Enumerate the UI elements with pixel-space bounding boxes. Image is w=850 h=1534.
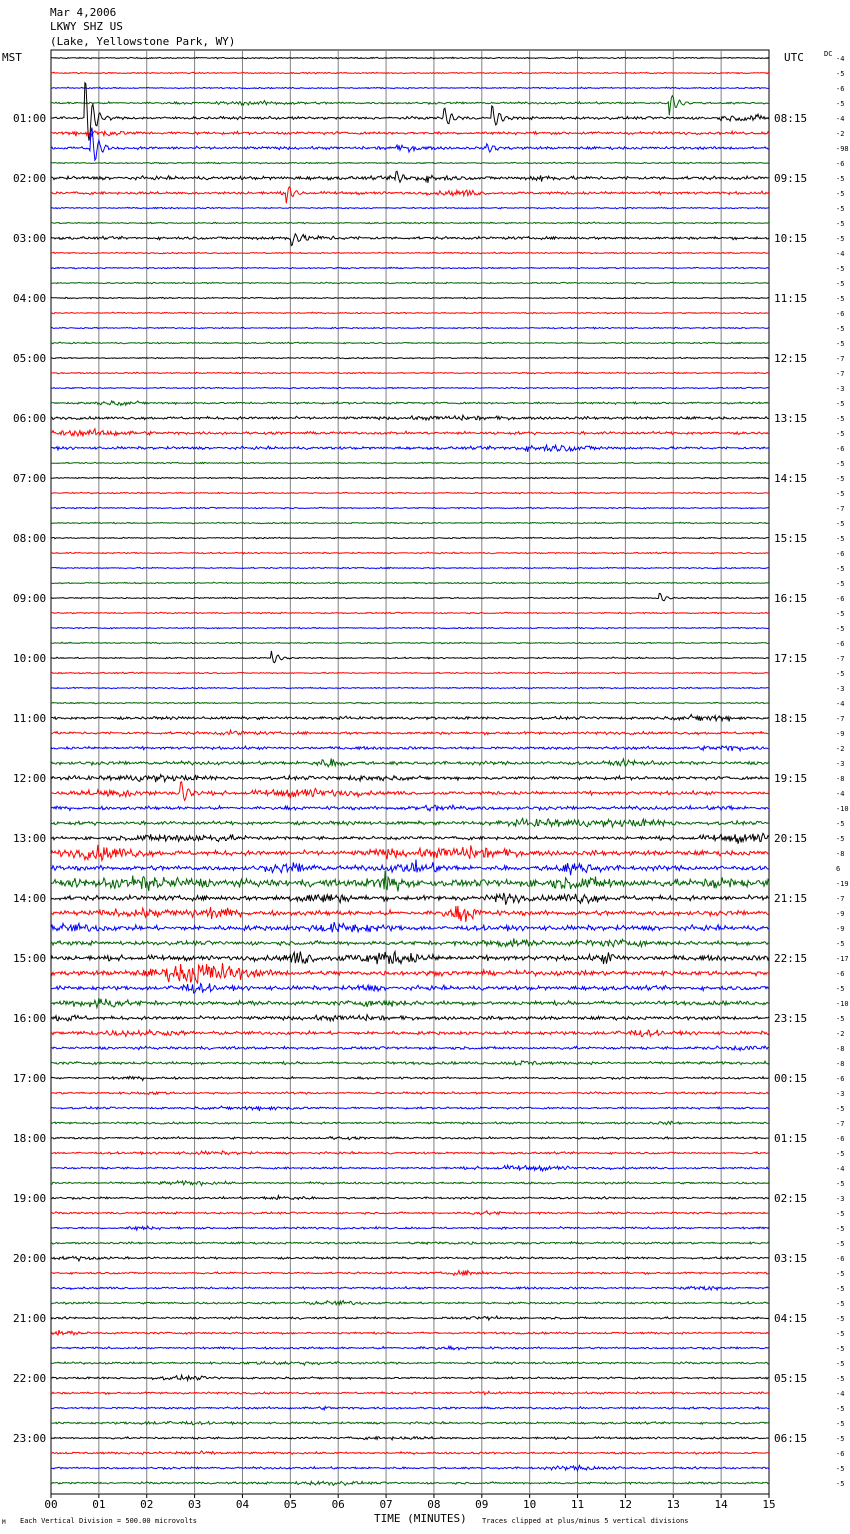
dc-offset-label: -5 xyxy=(836,580,845,588)
utc-hour-label: 19:15 xyxy=(774,772,808,785)
mst-hour-label: 23:00 xyxy=(13,1432,47,1445)
dc-offset-label: -5 xyxy=(836,280,845,288)
trace-line xyxy=(51,312,769,314)
trace-line xyxy=(51,357,769,359)
dc-offset-label: -5 xyxy=(836,1240,845,1248)
utc-hour-label: 12:15 xyxy=(774,352,808,365)
trace-line xyxy=(51,567,769,569)
dc-offset-label: -5 xyxy=(836,1105,845,1113)
trace-line xyxy=(51,171,769,183)
utc-hour-label: 05:15 xyxy=(774,1372,808,1385)
trace-line xyxy=(51,96,769,116)
trace-line xyxy=(51,833,769,844)
utc-label: UTC xyxy=(784,51,804,64)
trace-line xyxy=(51,415,769,420)
dc-offset-label: -5 xyxy=(836,325,845,333)
utc-hour-label: 11:15 xyxy=(774,292,808,305)
dc-offset-label: -2 xyxy=(836,1030,845,1038)
x-tick-label: 11 xyxy=(570,1498,585,1511)
x-tick-label: 10 xyxy=(523,1498,537,1511)
trace-line xyxy=(51,758,769,766)
dc-offset-label: -5 xyxy=(836,985,845,993)
dc-offset-label: -9 xyxy=(836,910,845,918)
dc-offset-label: -5 xyxy=(836,565,845,573)
x-tick-label: 03 xyxy=(187,1498,202,1511)
trace-line xyxy=(51,1046,769,1051)
dc-offset-label: -3 xyxy=(836,1195,845,1203)
corner-mark: M xyxy=(2,1519,6,1526)
dc-offset-label: -7 xyxy=(836,655,845,663)
dc-offset-label: -6 xyxy=(836,1075,845,1083)
utc-hour-label: 18:15 xyxy=(774,712,808,725)
trace-line xyxy=(51,687,769,689)
trace-line xyxy=(51,963,769,983)
trace-line xyxy=(51,57,769,59)
dc-offset-label: -6 xyxy=(836,595,845,603)
mst-hour-label: 13:00 xyxy=(13,832,47,845)
trace-line xyxy=(51,938,769,946)
mst-hour-label: 08:00 xyxy=(13,532,47,545)
dc-offset-label: -6 xyxy=(836,550,845,558)
dc-offset-label: -4 xyxy=(836,700,845,708)
mst-hour-label: 19:00 xyxy=(13,1192,47,1205)
dc-offset-label: -5 xyxy=(836,265,845,273)
x-tick-label: 02 xyxy=(140,1498,154,1511)
trace-line xyxy=(51,1061,769,1065)
trace-line xyxy=(51,651,769,663)
trace-line xyxy=(51,952,769,965)
dc-offset-label: -5 xyxy=(836,1405,845,1413)
trace-line xyxy=(51,805,769,811)
trace-line xyxy=(51,1437,769,1440)
dc-offset-label: -4 xyxy=(836,55,845,63)
mst-label: MST xyxy=(2,51,22,64)
utc-hour-label: 03:15 xyxy=(774,1252,808,1265)
trace-line xyxy=(51,537,769,539)
dc-offset-label: -6 xyxy=(836,1135,845,1143)
trace-line xyxy=(51,507,769,509)
dc-offset-label: -4 xyxy=(836,1390,845,1398)
dc-offset-label: -9 xyxy=(836,730,845,738)
trace-line xyxy=(51,1256,769,1261)
dc-offset-label: -3 xyxy=(836,760,845,768)
mst-hour-label: 15:00 xyxy=(13,952,47,965)
dc-offset-label: -5 xyxy=(836,1420,845,1428)
x-tick-label: 14 xyxy=(714,1498,728,1511)
dc-offset-label: -4 xyxy=(836,1165,845,1173)
trace-line xyxy=(51,1362,769,1366)
plot-frame xyxy=(51,50,769,1494)
dc-offset-label: -5 xyxy=(836,625,845,633)
trace-line xyxy=(51,845,769,861)
dc-offset-label: -17 xyxy=(836,955,849,963)
trace-line xyxy=(51,715,769,722)
trace-line xyxy=(51,234,769,246)
trace-line xyxy=(51,893,769,905)
grid xyxy=(51,50,769,1494)
trace-line xyxy=(51,998,769,1008)
dc-offset-label: -4 xyxy=(836,250,845,258)
x-tick-label: 06 xyxy=(331,1498,345,1511)
dc-offset-label: -10 xyxy=(836,805,849,813)
trace-line xyxy=(51,1030,769,1037)
dc-offset-label: -4 xyxy=(836,790,845,798)
dc-offset-label: -9 xyxy=(836,925,845,933)
dc-offset-label: -6 xyxy=(836,445,845,453)
x-axis-label: TIME (MINUTES) xyxy=(374,1512,467,1525)
axis-labels xyxy=(13,55,849,1511)
dc-offset-label: -5 xyxy=(836,820,845,828)
utc-hour-label: 13:15 xyxy=(774,412,808,425)
mst-hour-label: 21:00 xyxy=(13,1312,47,1325)
trace-line xyxy=(51,1465,769,1470)
dc-offset-label: -5 xyxy=(836,940,845,948)
trace-line xyxy=(51,1407,769,1410)
dc-offset-label: -2 xyxy=(836,130,845,138)
dc-offset-label: -4 xyxy=(836,115,845,123)
dc-offset-label: -3 xyxy=(836,685,845,693)
dc-offset-label: -5 xyxy=(836,1285,845,1293)
utc-hour-label: 23:15 xyxy=(774,1012,808,1025)
trace-line xyxy=(51,462,769,464)
dc-offset-label: -7 xyxy=(836,505,845,513)
mst-hour-label: 03:00 xyxy=(13,232,47,245)
dc-offset-label: -3 xyxy=(836,1090,845,1098)
trace-line xyxy=(51,702,769,704)
header-date: Mar 4,2006 xyxy=(50,6,117,19)
dc-offset-label: -5 xyxy=(836,1375,845,1383)
dc-offset-label: -19 xyxy=(836,880,849,888)
trace-line xyxy=(51,1316,769,1320)
mst-hour-label: 05:00 xyxy=(13,352,47,365)
dc-offset-label: -6 xyxy=(836,1450,845,1458)
trace-line xyxy=(51,1121,769,1124)
x-tick-label: 08 xyxy=(427,1498,441,1511)
dc-offset-label: -5 xyxy=(836,460,845,468)
trace-line xyxy=(51,282,769,284)
trace-line xyxy=(51,627,769,629)
dc-offset-label: -5 xyxy=(836,340,845,348)
trace-line xyxy=(51,1271,769,1276)
dc-offset-label: -6 xyxy=(836,1255,845,1263)
dc-offset-label: 6 xyxy=(836,865,841,873)
mst-hour-label: 12:00 xyxy=(13,772,47,785)
dc-offset-label: -5 xyxy=(836,1360,845,1368)
dc-offset-label: -5 xyxy=(836,175,845,183)
dc-offset-label: -5 xyxy=(836,490,845,498)
trace-line xyxy=(51,297,769,299)
trace-line xyxy=(51,1286,769,1290)
dc-offset-label: -5 xyxy=(836,1465,845,1473)
mst-hour-label: 17:00 xyxy=(13,1072,47,1085)
x-tick-label: 13 xyxy=(666,1498,680,1511)
trace-line xyxy=(51,922,769,932)
dc-offset-label: -3 xyxy=(836,385,845,393)
trace-line xyxy=(51,445,769,452)
dc-offset-label: -5 xyxy=(836,400,845,408)
dc-offset-label: -5 xyxy=(836,100,845,108)
dc-offset-label: -5 xyxy=(836,1225,845,1233)
clip-note: Traces clipped at plus/minus 5 vertical divisions xyxy=(482,1517,689,1525)
dc-offset-label: -5 xyxy=(836,1480,845,1488)
trace-line xyxy=(51,552,769,554)
trace-line xyxy=(51,162,769,164)
trace-line xyxy=(51,1330,769,1335)
trace-line xyxy=(51,730,769,735)
utc-hour-label: 17:15 xyxy=(774,652,808,665)
utc-hour-label: 10:15 xyxy=(774,232,808,245)
x-tick-label: 00 xyxy=(44,1498,58,1511)
trace-line xyxy=(51,387,769,389)
dc-offset-label: -5 xyxy=(836,220,845,228)
trace-line xyxy=(51,267,769,269)
trace-line xyxy=(51,522,769,524)
trace-line xyxy=(51,342,769,344)
dc-offset-label: -6 xyxy=(836,970,845,978)
x-tick-label: 07 xyxy=(379,1498,393,1511)
trace-line xyxy=(51,401,769,406)
dc-offset-label: -5 xyxy=(836,235,845,243)
utc-hour-label: 06:15 xyxy=(774,1432,808,1445)
trace-line xyxy=(51,593,769,600)
trace-line xyxy=(51,983,769,993)
mst-hour-label: 09:00 xyxy=(13,592,47,605)
mst-hour-label: 18:00 xyxy=(13,1132,47,1145)
mst-hour-label: 06:00 xyxy=(13,412,47,425)
dc-offset-label: -7 xyxy=(836,895,845,903)
header-location: (Lake, Yellowstone Park, WY) xyxy=(50,35,236,48)
utc-hour-label: 04:15 xyxy=(774,1312,808,1325)
trace-line xyxy=(51,327,769,329)
trace-line xyxy=(51,1151,769,1155)
x-tick-label: 12 xyxy=(618,1498,633,1511)
dc-offset-label: -5 xyxy=(836,1315,845,1323)
trace-line xyxy=(51,906,769,922)
trace-line xyxy=(51,1015,769,1021)
dc-offset-label: -5 xyxy=(836,520,845,528)
scale-note: Each Vertical Division = 500.00 microvolts xyxy=(20,1517,198,1525)
trace-line xyxy=(51,1346,769,1350)
dc-offset-label: -5 xyxy=(836,70,845,78)
trace-line xyxy=(51,612,769,614)
utc-hour-label: 09:15 xyxy=(774,172,808,185)
mst-hour-label: 07:00 xyxy=(13,472,47,485)
x-tick-label: 04 xyxy=(235,1498,250,1511)
trace-line xyxy=(51,582,769,584)
mst-hour-label: 04:00 xyxy=(13,292,47,305)
utc-hour-label: 16:15 xyxy=(774,592,808,605)
utc-hour-label: 21:15 xyxy=(774,892,808,905)
dc-offset-label: -6 xyxy=(836,640,845,648)
dc-offset-label: -7 xyxy=(836,1120,845,1128)
header-station: LKWY SHZ US xyxy=(50,20,123,33)
utc-hour-label: 08:15 xyxy=(774,112,808,125)
dc-offset-label: -5 xyxy=(836,1210,845,1218)
mst-hour-label: 11:00 xyxy=(13,712,47,725)
dc-offset-label: -5 xyxy=(836,535,845,543)
dc-offset-label: -5 xyxy=(836,1270,845,1278)
x-tick-label: 01 xyxy=(92,1498,106,1511)
trace-line xyxy=(51,1092,769,1095)
dc-offset-label: -8 xyxy=(836,775,845,783)
x-tick-label: 09 xyxy=(475,1498,489,1511)
trace-line xyxy=(51,1451,769,1455)
dc-offset-label: -5 xyxy=(836,1300,845,1308)
trace-line xyxy=(51,818,769,827)
dc-offset-label: -5 xyxy=(836,475,845,483)
trace-line xyxy=(51,871,769,892)
trace-line xyxy=(51,492,769,494)
trace-line xyxy=(51,131,769,136)
dc-offset-label: -5 xyxy=(836,205,845,213)
dc-offset-label: -98 xyxy=(836,145,849,153)
mst-hour-label: 14:00 xyxy=(13,892,47,905)
utc-hour-label: 22:15 xyxy=(774,952,808,965)
dc-offset-label: -5 xyxy=(836,610,845,618)
dc-label: DC xyxy=(824,50,833,58)
dc-offset-label: -7 xyxy=(836,715,845,723)
trace-line xyxy=(51,1137,769,1140)
dc-offset-label: -8 xyxy=(836,1045,845,1053)
utc-hour-label: 15:15 xyxy=(774,532,808,545)
trace-line xyxy=(51,1301,769,1305)
dc-offset-label: -6 xyxy=(836,310,845,318)
trace-line xyxy=(51,72,769,74)
mst-hour-label: 22:00 xyxy=(13,1372,47,1385)
trace-line xyxy=(51,372,769,374)
trace-line xyxy=(51,782,769,801)
dc-offset-label: -5 xyxy=(836,1150,845,1158)
dc-offset-label: -5 xyxy=(836,835,845,843)
trace-line xyxy=(51,207,769,209)
trace-line xyxy=(51,87,769,89)
dc-offset-label: -6 xyxy=(836,85,845,93)
utc-hour-label: 01:15 xyxy=(774,1132,808,1145)
trace-line xyxy=(51,1375,769,1380)
x-tick-label: 05 xyxy=(283,1498,297,1511)
trace-line xyxy=(51,775,769,783)
utc-hour-label: 02:15 xyxy=(774,1192,808,1205)
trace-line xyxy=(51,860,769,876)
trace-line xyxy=(51,1211,769,1215)
trace-line xyxy=(51,1106,769,1111)
dc-offset-label: -2 xyxy=(836,745,845,753)
utc-hour-label: 14:15 xyxy=(774,472,808,485)
mst-hour-label: 20:00 xyxy=(13,1252,47,1265)
utc-hour-label: 20:15 xyxy=(774,832,808,845)
dc-offset-label: -5 xyxy=(836,1435,845,1443)
trace-line xyxy=(51,1391,769,1394)
trace-line xyxy=(51,642,769,644)
dc-offset-label: -5 xyxy=(836,1015,845,1023)
dc-offset-label: -5 xyxy=(836,430,845,438)
x-tick-label: 15 xyxy=(762,1498,776,1511)
trace-line xyxy=(51,1421,769,1424)
dc-offset-label: -5 xyxy=(836,670,845,678)
trace-line xyxy=(51,222,769,224)
trace-line xyxy=(51,1226,769,1230)
dc-offset-label: -10 xyxy=(836,1000,849,1008)
trace-line xyxy=(51,1076,769,1080)
trace-line xyxy=(51,1242,769,1245)
trace-line xyxy=(51,429,769,437)
trace-line xyxy=(51,746,769,751)
dc-offset-label: -5 xyxy=(836,190,845,198)
dc-offset-label: -7 xyxy=(836,355,845,363)
mst-hour-label: 10:00 xyxy=(13,652,47,665)
dc-offset-label: -7 xyxy=(836,370,845,378)
mst-hour-label: 01:00 xyxy=(13,112,47,125)
trace-line xyxy=(51,1481,769,1485)
utc-hour-label: 00:15 xyxy=(774,1072,808,1085)
trace-lines xyxy=(51,57,769,1485)
dc-offset-label: -5 xyxy=(836,1330,845,1338)
dc-offset-label: -5 xyxy=(836,295,845,303)
dc-offset-label: -8 xyxy=(836,850,845,858)
trace-line xyxy=(51,672,769,674)
dc-offset-label: -8 xyxy=(836,1060,845,1068)
trace-line xyxy=(51,252,769,254)
mst-hour-label: 16:00 xyxy=(13,1012,47,1025)
trace-line xyxy=(51,1165,769,1171)
dc-offset-label: -5 xyxy=(836,415,845,423)
trace-line xyxy=(51,1196,769,1200)
dc-offset-label: -6 xyxy=(836,160,845,168)
mst-hour-label: 02:00 xyxy=(13,172,47,185)
trace-line xyxy=(51,1181,769,1186)
dc-offset-label: -5 xyxy=(836,1180,845,1188)
trace-line xyxy=(51,187,769,203)
trace-line xyxy=(51,477,769,479)
dc-offset-label: -5 xyxy=(836,1345,845,1353)
